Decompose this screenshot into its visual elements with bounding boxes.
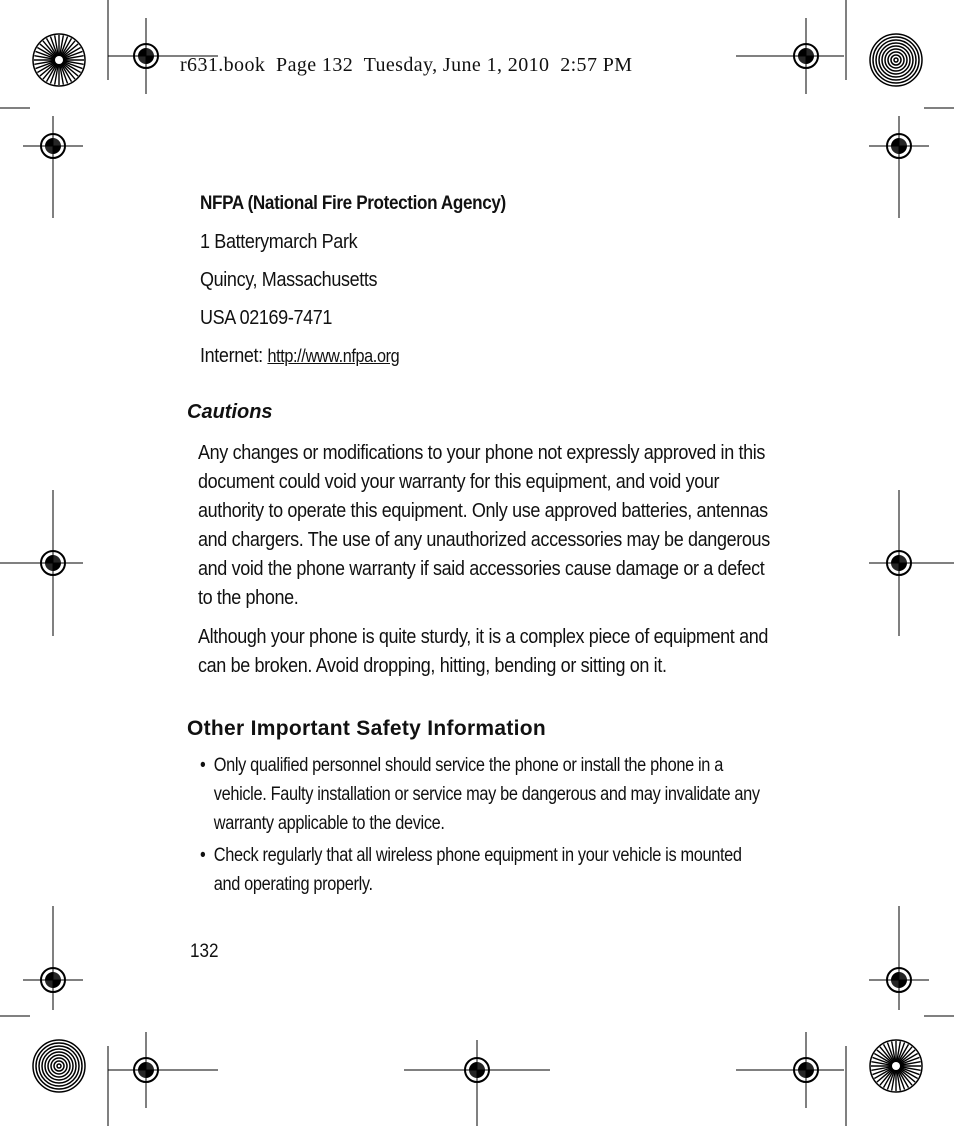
ring-target-ring — [57, 1064, 61, 1068]
star-target-center — [55, 56, 63, 64]
address-internet — [200, 345, 399, 368]
internet-label: Internet: — [200, 345, 268, 367]
list-item-text: Only qualified personnel should service the phone or install the phone in a vehicle. Faulty installation or service may be dangerous and may invalidate any warranty applicable to the device. — [213, 755, 760, 834]
cautions-paragraph-1: Any changes or modifications to your phone not expressly approved in this document could void your warranty for this equipment, and void your authority to operate this equipment. Only use approved batteries, antennas and chargers. The use of any unauthorized accessories may be dangerous and void the phone warranty if said accessories cause damage or a defect to the phone. — [198, 442, 770, 609]
bullet-icon: • — [200, 755, 206, 776]
address-org: NFPA (National Fire Protection Agency) — [200, 193, 506, 214]
nfpa-link[interactable]: http://www.nfpa.org — [267, 346, 400, 366]
ring-target-ring — [873, 37, 919, 83]
cautions-paragraph-2: Although your phone is quite sturdy, it is a complex piece of equipment and can be broken. Avoid dropping, hitting, bending or sitting on it. — [198, 626, 769, 677]
ring-target-ring — [882, 46, 910, 74]
ring-target-ring — [891, 55, 901, 65]
ring-target-ring — [54, 1061, 64, 1071]
ring-target-ring — [36, 1043, 82, 1089]
list-item — [200, 751, 768, 838]
print-header: r631.book Page 132 Tuesday, June 1, 2010 2:57 PM — [180, 54, 633, 76]
list-item-text: Check regularly that all wireless phone equipment in your vehicle is mounted and operating properly. — [213, 845, 742, 895]
bullet-icon: • — [200, 845, 206, 866]
ring-target-ring — [33, 1040, 85, 1092]
address-street: 1 Batterymarch Park — [200, 231, 358, 253]
star-target-center — [892, 1062, 900, 1070]
ring-target-ring — [42, 1049, 76, 1083]
page-number: 132 — [190, 941, 219, 962]
ring-target-ring — [870, 34, 922, 86]
list-item — [200, 841, 768, 899]
cautions-heading: Cautions — [187, 401, 273, 423]
ring-target-ring — [894, 58, 898, 62]
ring-target-ring — [879, 43, 913, 77]
address-country-zip: USA 02169-7471 — [200, 307, 333, 329]
safety-heading: Other Important Safety Information — [187, 717, 547, 740]
address-city: Quincy, Massachusetts — [200, 269, 378, 291]
ring-target-ring — [45, 1052, 73, 1080]
